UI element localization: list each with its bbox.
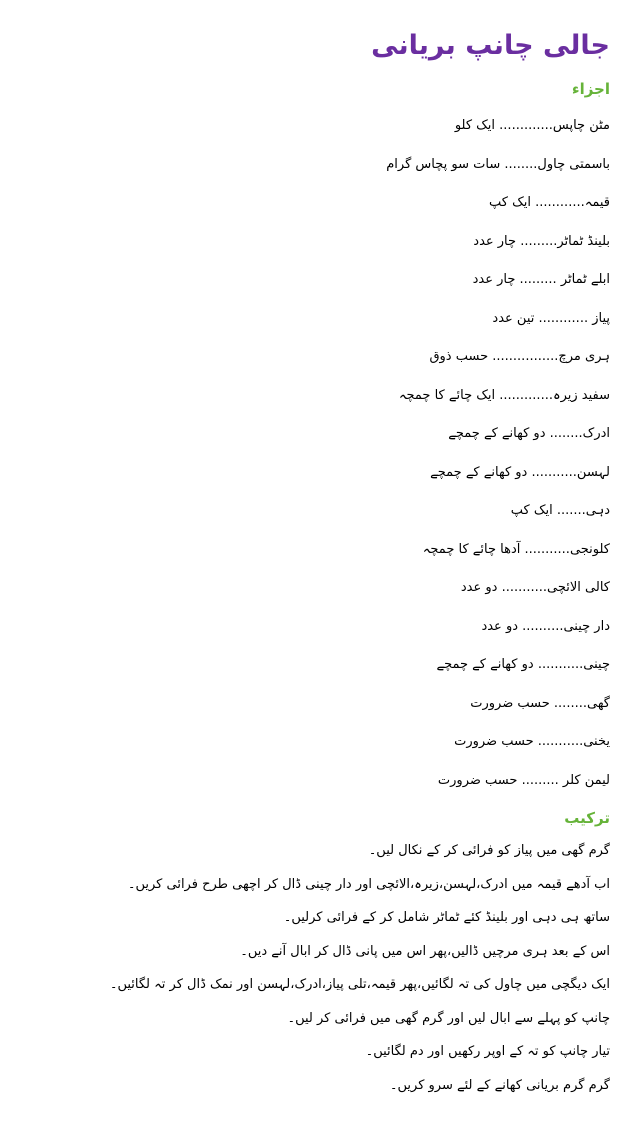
method-step: ساتھ ہی دہی اور بلینڈ کئے ٹماٹر شامل کر کے فرائی کرلیں۔ — [283, 910, 610, 926]
ingredient-item: یخنی........... حسب ضرورت — [454, 734, 610, 750]
method-step: اب آدھے قیمہ میں ادرک،لہسن،زیرہ،الائچی اور دار چینی ڈال کر اچھی طرح فرائی کریں۔ — [127, 876, 610, 892]
method-step: گرم گرم بریانی کھانے کے لئے سرو کریں۔ — [389, 1077, 610, 1093]
ingredient-item: بلینڈ ٹماٹر......... چار عدد — [473, 233, 610, 249]
ingredient-item: لہسن........... دو کھانے کے چمچے — [430, 464, 610, 480]
ingredient-item: لیمن کلر ......... حسب ضرورت — [437, 772, 610, 788]
method-steps-list — [10, 841, 610, 1109]
ingredient-item: چینی........... دو کھانے کے چمچے — [436, 657, 610, 673]
ingredient-item: کالی الائچی........... دو عدد — [460, 580, 610, 596]
ingredient-item: دار چینی.......... دو عدد — [481, 618, 610, 634]
ingredient-item: گھی........ حسب ضرورت — [470, 695, 610, 711]
ingredient-item: کلونجی........... آدھا چائے کا چمچہ — [422, 541, 610, 557]
method-step: گرم گھی میں پیاز کو فرائی کر کے نکال لیں۔ — [368, 843, 610, 859]
ingredient-item: دہی....... ایک کپ — [510, 503, 610, 519]
method-step: ایک دیگچی میں چاول کی تہ لگائیں،پھر قیمہ،تلی پیاز،ادرک،لہسن اور نمک ڈال کر تہ لگائیں۔ — [109, 977, 610, 993]
recipe-title: جالی چانپ بریانی — [371, 30, 610, 61]
method-step: اس کے بعد ہری مرچیں ڈالیں،پھر اس میں پانی ڈال کر ابال آنے دیں۔ — [240, 943, 610, 959]
method-heading: ترکیب — [564, 809, 610, 828]
ingredient-item: باسمتی چاول........ سات سو پچاس گرام — [386, 156, 610, 172]
ingredient-item: قیمہ............ ایک کپ — [489, 195, 610, 211]
ingredient-item: سفید زیرہ............. ایک چائے کا چمچہ — [398, 387, 610, 403]
method-step: تیار چانپ کو تہ کے اوپر رکھیں اور دم لگائیں۔ — [365, 1044, 610, 1060]
ingredient-item: ابلے ٹماٹر ......... چار عدد — [472, 272, 610, 288]
ingredient-item: ہری مرچ................ حسب ذوق — [429, 349, 610, 365]
ingredient-item: مٹن چاپس............. ایک کلو — [454, 118, 610, 134]
ingredient-item: ادرک........ دو کھانے کے چمچے — [448, 426, 610, 442]
ingredients-list — [10, 116, 610, 809]
ingredient-item: پیاز ............ تین عدد — [492, 310, 610, 326]
ingredients-heading: اجزاء — [571, 80, 610, 99]
method-step: چانپ کو پہلے سے ابال لیں اور گرم گھی میں فرائی کر لیں۔ — [287, 1010, 610, 1026]
